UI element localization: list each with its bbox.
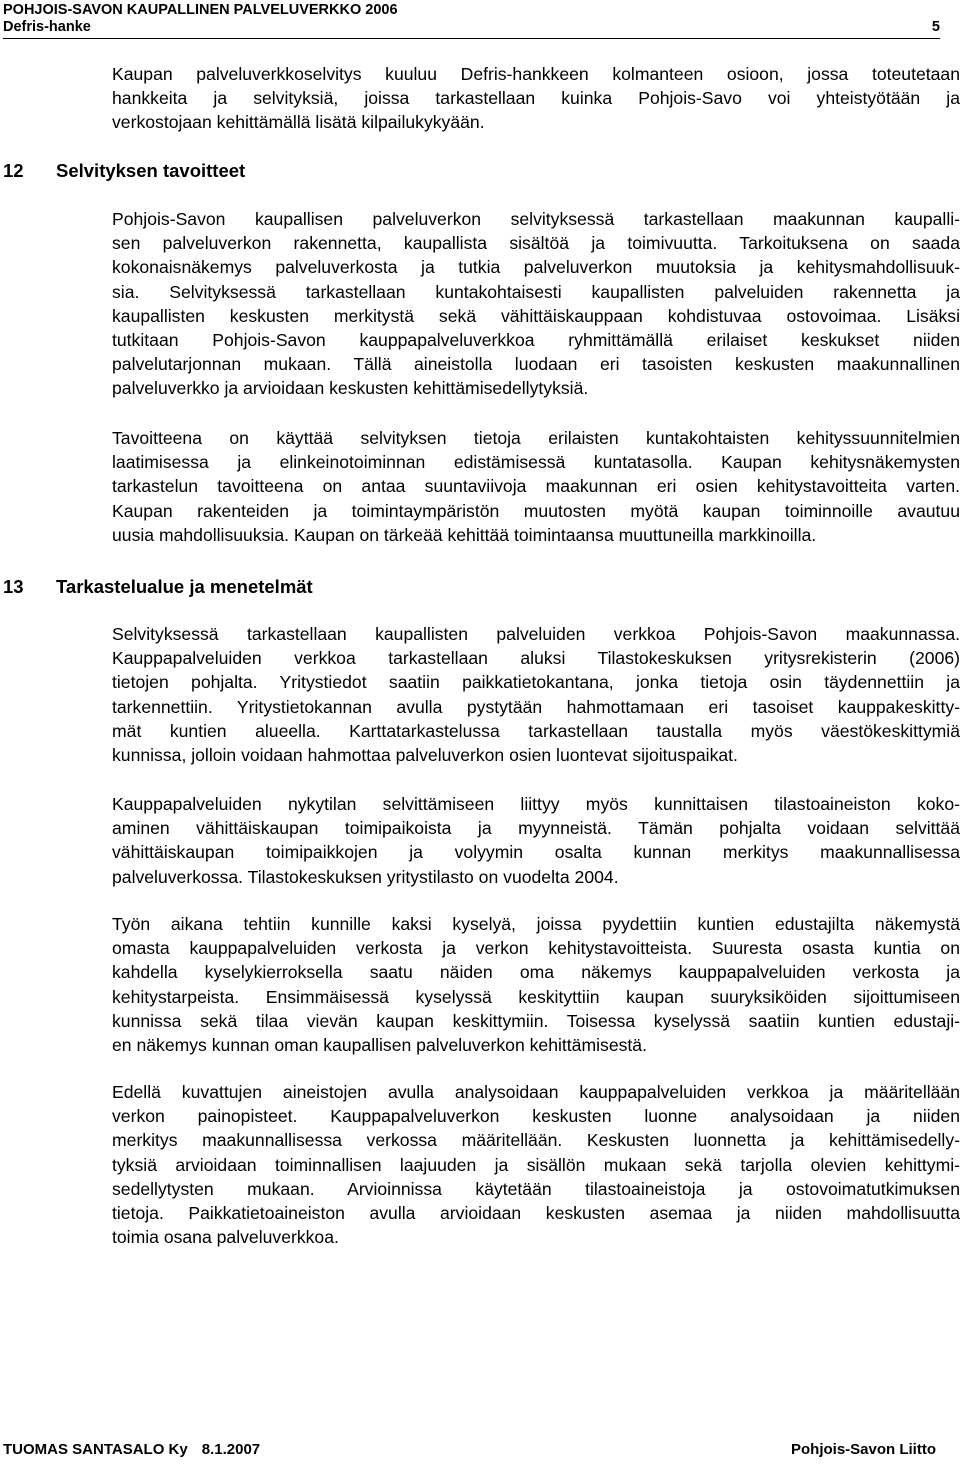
text-line: kokonaisnäkemys palveluverkosta ja tutkia palveluverkon muutoksia ja kehitysmahdollisuuk- bbox=[112, 257, 960, 278]
section-title: Tarkastelualue ja menetelmät bbox=[56, 576, 313, 597]
section-title: Selvityksen tavoitteet bbox=[56, 160, 246, 181]
text-line: uusia mahdollisuuksia. Kaupan on tärkeää kehittää toimintaansa muuttuneilla markkinoilla. bbox=[112, 524, 817, 545]
text-line: sia. Selvityksessä tarkastellaan kuntakohtaisesti kaupallisten palveluiden rakennetta ja bbox=[112, 281, 960, 302]
text-line: tarkennettiin. Yritystietokannan avulla pystytään hahmottamaan eri tasoiset kauppakeskitty- bbox=[112, 696, 960, 717]
text-line: palveluverkko ja arvioidaan keskusten kehittämisedellytyksiä. bbox=[112, 378, 589, 399]
text-line: sedellytysten mukaan. Arvioinnissa käytetään tilastoaineistoja ja ostovoimatutkimuksen bbox=[112, 1178, 960, 1199]
intro-paragraph bbox=[112, 62, 960, 135]
text-line: Kauppapalveluiden nykytilan selvittämiseen liittyy myös kunnittaisen tilastoaineiston koko- bbox=[112, 794, 960, 814]
text-line: tarkastelun tavoitteena on antaa suuntaviivoja maakunnan eri osien kehitystavoitteita varten. bbox=[112, 476, 960, 497]
text-line: en näkemys kunnan oman kaupallisen palveluverkon kehittämisestä. bbox=[112, 1035, 647, 1056]
footer-left bbox=[3, 1441, 260, 1459]
text-line: Työn aikana tehtiin kunnille kaksi kyselyä, joissa pyydettiin kuntien edustajilta näkemystä bbox=[112, 914, 960, 934]
text-line: Kaupan rakenteiden ja toimintaympäristön muutosten myötä kaupan toiminnoille avautuu bbox=[112, 500, 960, 521]
text-line: kahdella kyselykierroksella saatu näiden oma näkemys kauppapalveluiden verkosta ja bbox=[112, 962, 960, 983]
text-line: tutkitaan Pohjois-Savon kauppapalveluverkkoa ryhmittämällä erilaiset keskukset niiden bbox=[112, 330, 960, 351]
page-header bbox=[3, 2, 940, 39]
page-number: 5 bbox=[931, 19, 940, 35]
section-13-paragraph-4 bbox=[112, 1080, 960, 1249]
text-line: Tavoitteena on käyttää selvityksen tietoja erilaisten kuntakohtaisten kehityssuunnitelmien bbox=[112, 428, 960, 448]
text-line: Pohjois-Savon kaupallisen palveluverkon selvityksessä tarkastellaan maakunnan kaupalli- bbox=[112, 209, 960, 229]
text-line: kunnissa sekä tilaa vievän kaupan keskittymiin. Toisessa kyselyssä saatiin kuntien edustaji- bbox=[112, 1010, 960, 1031]
section-number: 12 bbox=[3, 160, 24, 181]
footer-author: TUOMAS SANTASALO Ky bbox=[3, 1441, 188, 1458]
text-line: aminen vähittäiskaupan toimipaikoista ja myynneistä. Tämän pohjalta voidaan selvittää bbox=[112, 818, 960, 839]
section-13-paragraph-2 bbox=[112, 792, 960, 889]
text-line: kehitystarpeista. Ensimmäisessä kyselyssä keskityttiin kaupan suuryksiköiden sijoittumiseen bbox=[112, 986, 960, 1007]
text-line: tyksiä arvioidaan toiminnallisen laajuuden ja sisällön mukaan sekä tarjolla olevien kehittymi- bbox=[112, 1154, 960, 1175]
section-13-heading bbox=[3, 576, 313, 598]
text-line: kunnissa, jolloin voidaan hahmottaa palveluverkon osien luontevat sijoituspaikat. bbox=[112, 745, 738, 766]
section-13-paragraph-1 bbox=[112, 622, 960, 767]
footer-client: Pohjois-Savon Liitto bbox=[791, 1441, 936, 1458]
text-line: kaupallisten keskusten merkitystä sekä vähittäiskauppaan kohdistuvaa ostovoimaa. Lisäksi bbox=[112, 305, 960, 326]
text-line: verkon painopisteet. Kauppapalveluverkon keskusten luonne analysoidaan ja niiden bbox=[112, 1106, 960, 1127]
text-line: palveluverkossa. Tilastokeskuksen yritystilasto on vuodelta 2004. bbox=[112, 866, 619, 887]
text-line: Selvityksessä tarkastellaan kaupallisten palveluiden verkkoa Pohjois-Savon maakunnassa. bbox=[112, 624, 960, 644]
project-name: Defris-hanke bbox=[3, 19, 91, 35]
text-line: omasta kauppapalveluiden verkosta ja verkon kehitystavoitteista. Suuresta osasta kuntia on bbox=[112, 938, 960, 959]
document-title: POHJOIS-SAVON KAUPALLINEN PALVELUVERKKO 2006 bbox=[3, 2, 398, 18]
text-line: tietojen pohjalta. Yritystiedot saatiin paikkatietokantana, jonka tietoja osin täydennettiin ja bbox=[112, 672, 960, 693]
header-row bbox=[3, 19, 940, 39]
text-line: verkostojaan kehittämällä lisätä kilpailukykyään. bbox=[112, 112, 485, 133]
section-13-paragraph-3 bbox=[112, 912, 960, 1057]
section-12-paragraph-1 bbox=[112, 207, 960, 401]
text-line: laatimisessa ja elinkeinotoiminnan edistämisessä kuntatasolla. Kaupan kehitysnäkemysten bbox=[112, 452, 960, 473]
text-line: Kaupan palveluverkkoselvitys kuuluu Defris-hankkeen kolmanteen osioon, jossa toteutetaan bbox=[112, 64, 960, 84]
section-12-heading bbox=[3, 160, 245, 182]
text-line: mät kuntien alueella. Karttatarkastelussa tarkastellaan taustalla myös väestökeskittymiä bbox=[112, 720, 960, 741]
footer-date: 8.1.2007 bbox=[201, 1441, 261, 1458]
section-number: 13 bbox=[3, 576, 24, 597]
text-line: tietoja. Paikkatietoaineiston avulla arvioidaan keskusten asemaa ja niiden mahdollisuutta bbox=[112, 1203, 960, 1224]
text-line: merkitys maakunnallisessa verkossa määritellään. Keskusten luonnetta ja kehittämisedelly- bbox=[112, 1130, 960, 1151]
text-line: vähittäiskaupan toimipaikkojen ja volyymin osalta kunnan merkitys maakunnallisessa bbox=[112, 842, 960, 863]
page-footer bbox=[3, 1441, 936, 1459]
section-12-paragraph-2 bbox=[112, 426, 960, 547]
text-line: Edellä kuvattujen aineistojen avulla analysoidaan kauppapalveluiden verkkoa ja määritellään bbox=[112, 1082, 960, 1102]
text-line: sen palveluverkon rakennetta, kaupallista sisältöä ja toimivuutta. Tarkoituksena on saada bbox=[112, 233, 960, 254]
text-line: toimia osana palveluverkkoa. bbox=[112, 1227, 339, 1248]
text-line: palvelutarjonnan mukaan. Tällä aineistolla luodaan eri tasoisten keskusten maakunnallinen bbox=[112, 354, 960, 375]
text-line: Kauppapalveluiden verkkoa tarkastellaan aluksi Tilastokeskuksen yritysrekisterin (2006) bbox=[112, 648, 960, 669]
text-line: hankkeita ja selvityksiä, joissa tarkastellaan kuinka Pohjois-Savo voi yhteistyötään ja bbox=[112, 88, 960, 109]
